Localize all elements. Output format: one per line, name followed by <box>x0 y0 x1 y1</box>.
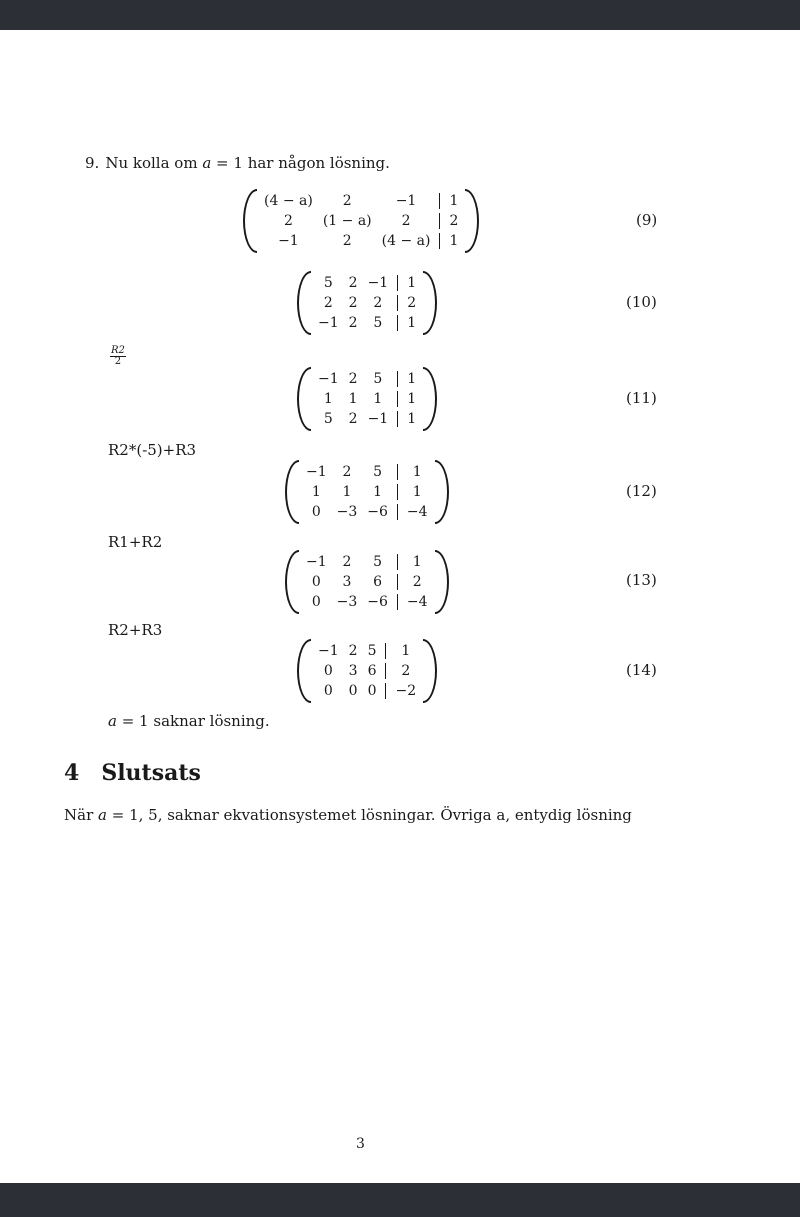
matrix-cell: −1 <box>318 643 339 659</box>
equation-number: (12) <box>626 482 657 500</box>
matrix-cell: 2 <box>342 554 352 570</box>
augment-bar <box>381 661 390 681</box>
matrix-cell: 2 <box>342 193 352 209</box>
variable-a: a <box>202 154 212 172</box>
matrix-table <box>301 462 433 522</box>
matrix-cell: 6 <box>373 574 383 590</box>
matrix-cell: 2 <box>373 295 383 311</box>
item-text-after: = 1 har någon lösning. <box>211 154 390 172</box>
left-paren <box>285 460 299 524</box>
matrix-cell: 2 <box>348 371 358 387</box>
matrix-cell: 1 <box>373 484 383 500</box>
matrix-cell: 1 <box>401 643 411 659</box>
matrix-cell: 2 <box>407 295 417 311</box>
section-number: 4 <box>64 760 80 786</box>
matrix-cell: 0 <box>323 683 333 699</box>
equation-number: (14) <box>626 661 657 679</box>
viewer-top-bar <box>0 0 800 30</box>
matrix-row <box>259 231 463 251</box>
augment-bar <box>435 211 444 231</box>
matrix-cell: 1 <box>407 411 417 427</box>
matrix-cell: 5 <box>323 411 333 427</box>
right-paren <box>435 550 449 614</box>
augment-bar <box>393 389 402 409</box>
augment-bar <box>435 231 444 251</box>
item-text-before: Nu kolla om <box>105 154 203 172</box>
matrix-row <box>301 592 433 612</box>
matrix-cell: 2 <box>348 643 358 659</box>
matrix-row <box>313 681 421 701</box>
matrix-cell: 0 <box>323 663 333 679</box>
equation-number: (11) <box>626 389 657 407</box>
matrix-cell: 0 <box>311 574 321 590</box>
matrix-cell: 0 <box>348 683 358 699</box>
matrix-cell: −2 <box>395 683 417 699</box>
augment-bar <box>393 482 402 502</box>
statement-text: = 1 saknar lösning. <box>116 712 270 730</box>
augment-bar <box>381 641 390 661</box>
matrix-cell: −4 <box>406 504 428 520</box>
section-title: Slutsats <box>101 760 201 786</box>
left-paren <box>285 550 299 614</box>
matrix-cell: −1 <box>367 275 389 291</box>
matrix-row <box>313 369 421 389</box>
row-op-label: R2+R3 <box>108 621 163 639</box>
matrix-cell: 2 <box>348 411 358 427</box>
augment-bar <box>435 191 444 211</box>
row-op-label: R2*(-5)+R3 <box>108 441 197 459</box>
matrix-cell: (4 − a) <box>264 193 313 209</box>
left-paren <box>297 367 311 431</box>
list-item-9 <box>85 154 390 172</box>
matrix-cell: −4 <box>406 594 428 610</box>
matrix-cell: −1 <box>367 411 389 427</box>
page-number: 3 <box>356 1136 365 1152</box>
matrix-cell: 1 <box>407 275 417 291</box>
closing-text-before: När <box>64 806 99 824</box>
matrix-cell: 5 <box>373 554 383 570</box>
equation-number: (10) <box>626 293 657 311</box>
matrix-cell: 5 <box>373 315 383 331</box>
matrix-row <box>313 313 421 333</box>
left-paren <box>297 639 311 703</box>
augment-bar <box>393 502 402 522</box>
matrix-row <box>313 641 421 661</box>
matrix-eq-14 <box>297 639 437 703</box>
matrix-cell: 1 <box>311 484 321 500</box>
matrix-cell: 2 <box>348 315 358 331</box>
matrix-cell: −1 <box>318 315 339 331</box>
matrix-eq-13 <box>285 550 449 614</box>
matrix-cell: 2 <box>342 464 352 480</box>
matrix-row <box>301 572 433 592</box>
matrix-cell: −6 <box>367 594 388 610</box>
matrix-eq-12 <box>285 460 449 524</box>
matrix-row <box>259 191 463 211</box>
augment-bar <box>393 313 402 333</box>
matrix-cell: 1 <box>342 484 352 500</box>
matrix-cell: 1 <box>412 464 422 480</box>
matrix-cell: 1 <box>407 371 417 387</box>
augment-bar <box>381 681 390 701</box>
matrix-cell: 0 <box>311 504 321 520</box>
matrix-cell: 5 <box>373 464 383 480</box>
matrix-cell: 5 <box>373 371 383 387</box>
matrix-table <box>313 641 421 701</box>
right-paren <box>423 367 437 431</box>
right-paren <box>423 639 437 703</box>
matrix-cell: 1 <box>348 391 358 407</box>
matrix-cell: −1 <box>318 371 339 387</box>
matrix-row <box>313 409 421 429</box>
fraction-denominator: 2 <box>114 356 122 367</box>
row-op-label: R1+R2 <box>108 533 163 551</box>
left-paren <box>243 189 257 253</box>
matrix-table <box>301 552 433 612</box>
augment-bar <box>393 552 402 572</box>
matrix-cell: 0 <box>367 683 377 699</box>
matrix-cell: −1 <box>306 464 327 480</box>
augment-bar <box>393 273 402 293</box>
augment-bar <box>393 369 402 389</box>
matrix-cell: 1 <box>373 391 383 407</box>
matrix-row <box>313 661 421 681</box>
conclusion-paragraph <box>64 806 632 824</box>
matrix-row <box>301 482 433 502</box>
matrix-cell: 2 <box>401 663 411 679</box>
matrix-cell: 2 <box>348 295 358 311</box>
matrix-cell: 6 <box>367 663 377 679</box>
matrix-row <box>313 293 421 313</box>
variable-a: a <box>108 712 117 730</box>
left-paren <box>297 271 311 335</box>
matrix-cell: 2 <box>348 275 358 291</box>
matrix-cell: −3 <box>336 504 358 520</box>
augment-bar <box>393 572 402 592</box>
augment-bar <box>393 293 402 313</box>
matrix-cell: −3 <box>336 594 358 610</box>
matrix-cell: −6 <box>367 504 388 520</box>
matrix-cell: 2 <box>283 213 293 229</box>
matrix-cell: 2 <box>323 295 333 311</box>
row-op-fraction <box>110 346 126 367</box>
matrix-eq-9 <box>243 189 479 253</box>
matrix-cell: 1 <box>407 315 417 331</box>
matrix-cell: 1 <box>412 554 422 570</box>
matrix-row <box>301 552 433 572</box>
closing-text-after: = 1, 5, saknar ekvationsystemet lösningar. Övriga a, entydig lösning <box>106 806 632 824</box>
fraction-numerator: R2 <box>111 345 125 356</box>
augment-bar <box>393 409 402 429</box>
list-item-number: 9. <box>85 154 100 172</box>
matrix-eq-10 <box>297 271 437 335</box>
augment-bar <box>393 462 402 482</box>
variable-a: a <box>98 806 107 824</box>
matrix-cell: 0 <box>311 594 321 610</box>
right-paren <box>423 271 437 335</box>
right-paren <box>465 189 479 253</box>
matrix-eq-11 <box>297 367 437 431</box>
matrix-cell: 1 <box>323 391 333 407</box>
matrix-cell: 1 <box>407 391 417 407</box>
right-paren <box>435 460 449 524</box>
matrix-cell: 3 <box>342 574 352 590</box>
matrix-cell: 2 <box>342 233 352 249</box>
matrix-cell: 1 <box>412 484 422 500</box>
matrix-cell: −1 <box>306 554 327 570</box>
section-heading <box>64 760 201 786</box>
matrix-cell: 5 <box>367 643 377 659</box>
matrix-cell: (1 − a) <box>322 213 372 229</box>
matrix-table <box>259 191 463 251</box>
matrix-row <box>301 502 433 522</box>
matrix-row <box>259 211 463 231</box>
augment-bar <box>393 592 402 612</box>
matrix-cell: −1 <box>395 193 417 209</box>
matrix-table <box>313 273 421 333</box>
equation-number: (9) <box>636 211 658 229</box>
matrix-cell: 2 <box>449 213 459 229</box>
no-solution-statement <box>108 712 270 730</box>
matrix-cell: 2 <box>401 213 411 229</box>
matrix-cell: −1 <box>278 233 299 249</box>
matrix-row <box>313 389 421 409</box>
matrix-cell: (4 − a) <box>381 233 431 249</box>
matrix-cell: 1 <box>449 193 459 209</box>
matrix-cell: 3 <box>348 663 358 679</box>
viewer-bottom-bar <box>0 1183 800 1217</box>
matrix-row <box>301 462 433 482</box>
equation-number: (13) <box>626 571 657 589</box>
matrix-cell: 1 <box>449 233 459 249</box>
matrix-table <box>313 369 421 429</box>
matrix-cell: 2 <box>412 574 422 590</box>
matrix-row <box>313 273 421 293</box>
matrix-cell: 5 <box>323 275 333 291</box>
